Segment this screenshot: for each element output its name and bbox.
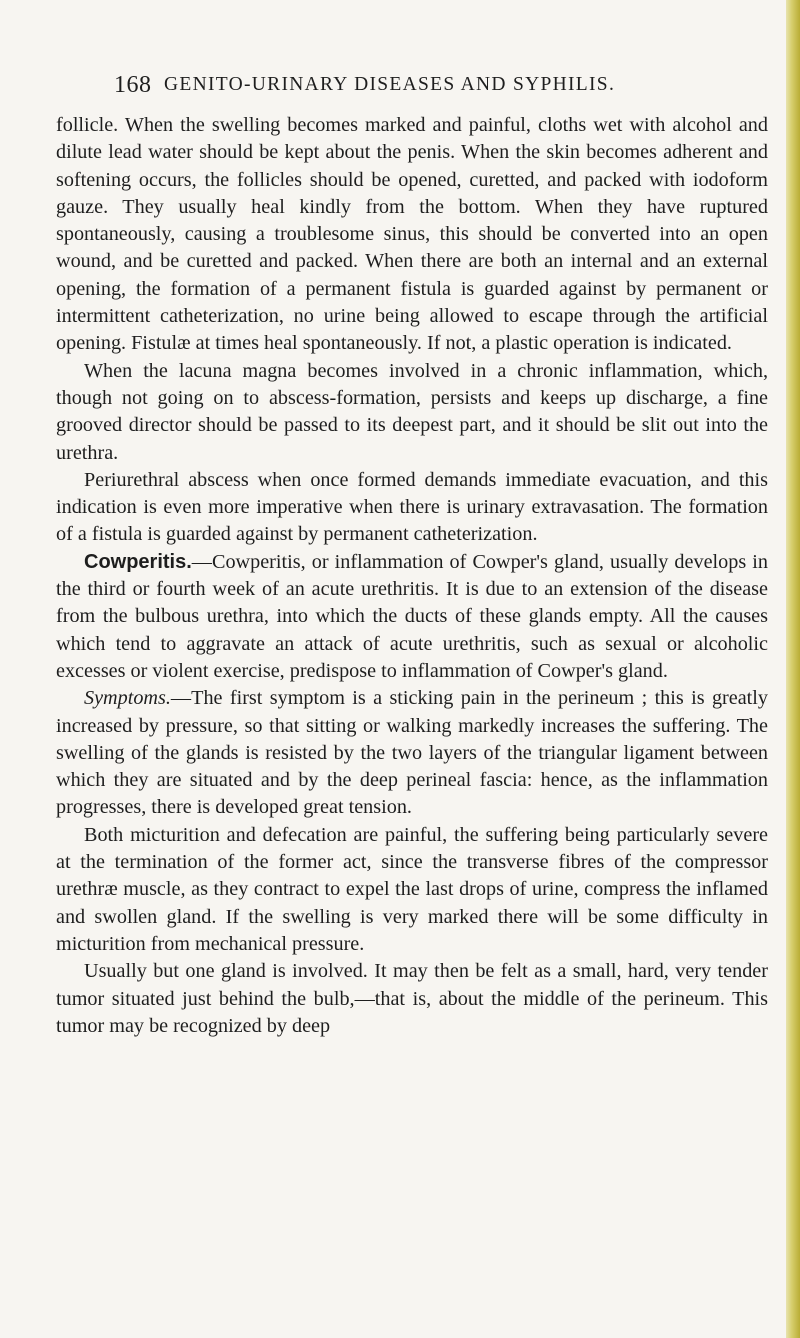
page-header bbox=[114, 72, 774, 104]
paragraph-cowperitis bbox=[56, 549, 768, 685]
paragraph-symptoms bbox=[56, 685, 768, 821]
page-edge bbox=[786, 0, 800, 1338]
cowperitis-text: —Cowperitis, or inflammation of Cowper's gland, usually develops in the third or fourth week of an acute urethritis. It is due to an extension of the disease from the bulbous urethra, into which the ducts of these glands empty. All the causes which tend to aggravate an attack of acute urethritis, such as sexual or alcoholic excesses or violent exercise, predispose to inflammation of Cowper's gland. bbox=[56, 550, 768, 682]
paragraph-follicle-treatment: follicle. When the swelling becomes marked and painful, cloths wet with alcohol and dilute lead water should be kept about the penis. When the skin becomes adherent and softening occurs, the follicles should be opened, curetted, and packed with iodoform gauze. They usually heal kindly from the bottom. When they have ruptured spontaneously, causing a troublesome sinus, this should be converted into an open wound, and be curetted and packed. When there are both an internal and an external opening, the formation of a permanent fistula is guarded against by permanent or intermittent catheterization, no urine being allowed to escape through the artificial opening. Fistulæ at times heal spontaneously. If not, a plastic operation is indicated. bbox=[56, 114, 768, 355]
symptoms-text: —The first symptom is a sticking pain in the perineum ; this is greatly increased by pressure, so that sitting or walking markedly increases the suffering. The swelling of the glands is resisted by the two layers of the triangular ligament between which they are situated and by the deep perineal fascia: hence, as the inflammation progresses, there is developed great tension. bbox=[56, 687, 768, 819]
paragraph-lacuna-magna: When the lacuna magna becomes involved in a chronic inflammation, which, though not going on to abscess-formation, persists and keeps up discharge, a fine grooved director should be passed to its deepest part, and it should be slit out into the urethra. bbox=[56, 359, 768, 464]
section-heading-cowperitis: Cowperitis. bbox=[84, 550, 192, 573]
running-title: GENITO-URINARY DISEASES AND SYPHILIS. bbox=[164, 74, 616, 95]
body-text bbox=[56, 112, 768, 1040]
page-number: 168 bbox=[114, 72, 152, 98]
paragraph-gland-tumor: Usually but one gland is involved. It may then be felt as a small, hard, very tender tumor situated just behind the bulb,—that is, about the middle of the perineum. This tumor may be recognized by deep bbox=[56, 960, 768, 1037]
paragraph-periurethral-abscess: Periurethral abscess when once formed demands immediate evacuation, and this indication is even more imperative when there is urinary extravasation. The formation of a fistula is guarded against by permanent catheterization. bbox=[56, 468, 768, 546]
paragraph-micturition: Both micturition and defecation are painful, the suffering being particularly severe at the termination of the former act, since the transverse fibres of the compressor urethræ muscle, as they contract to expel the last drops of urine, compress the inflamed and swollen gland. If the swelling is very marked there will be some difficulty in micturition from mechanical pressure. bbox=[56, 823, 768, 955]
subheading-symptoms: Symptoms. bbox=[84, 687, 171, 710]
